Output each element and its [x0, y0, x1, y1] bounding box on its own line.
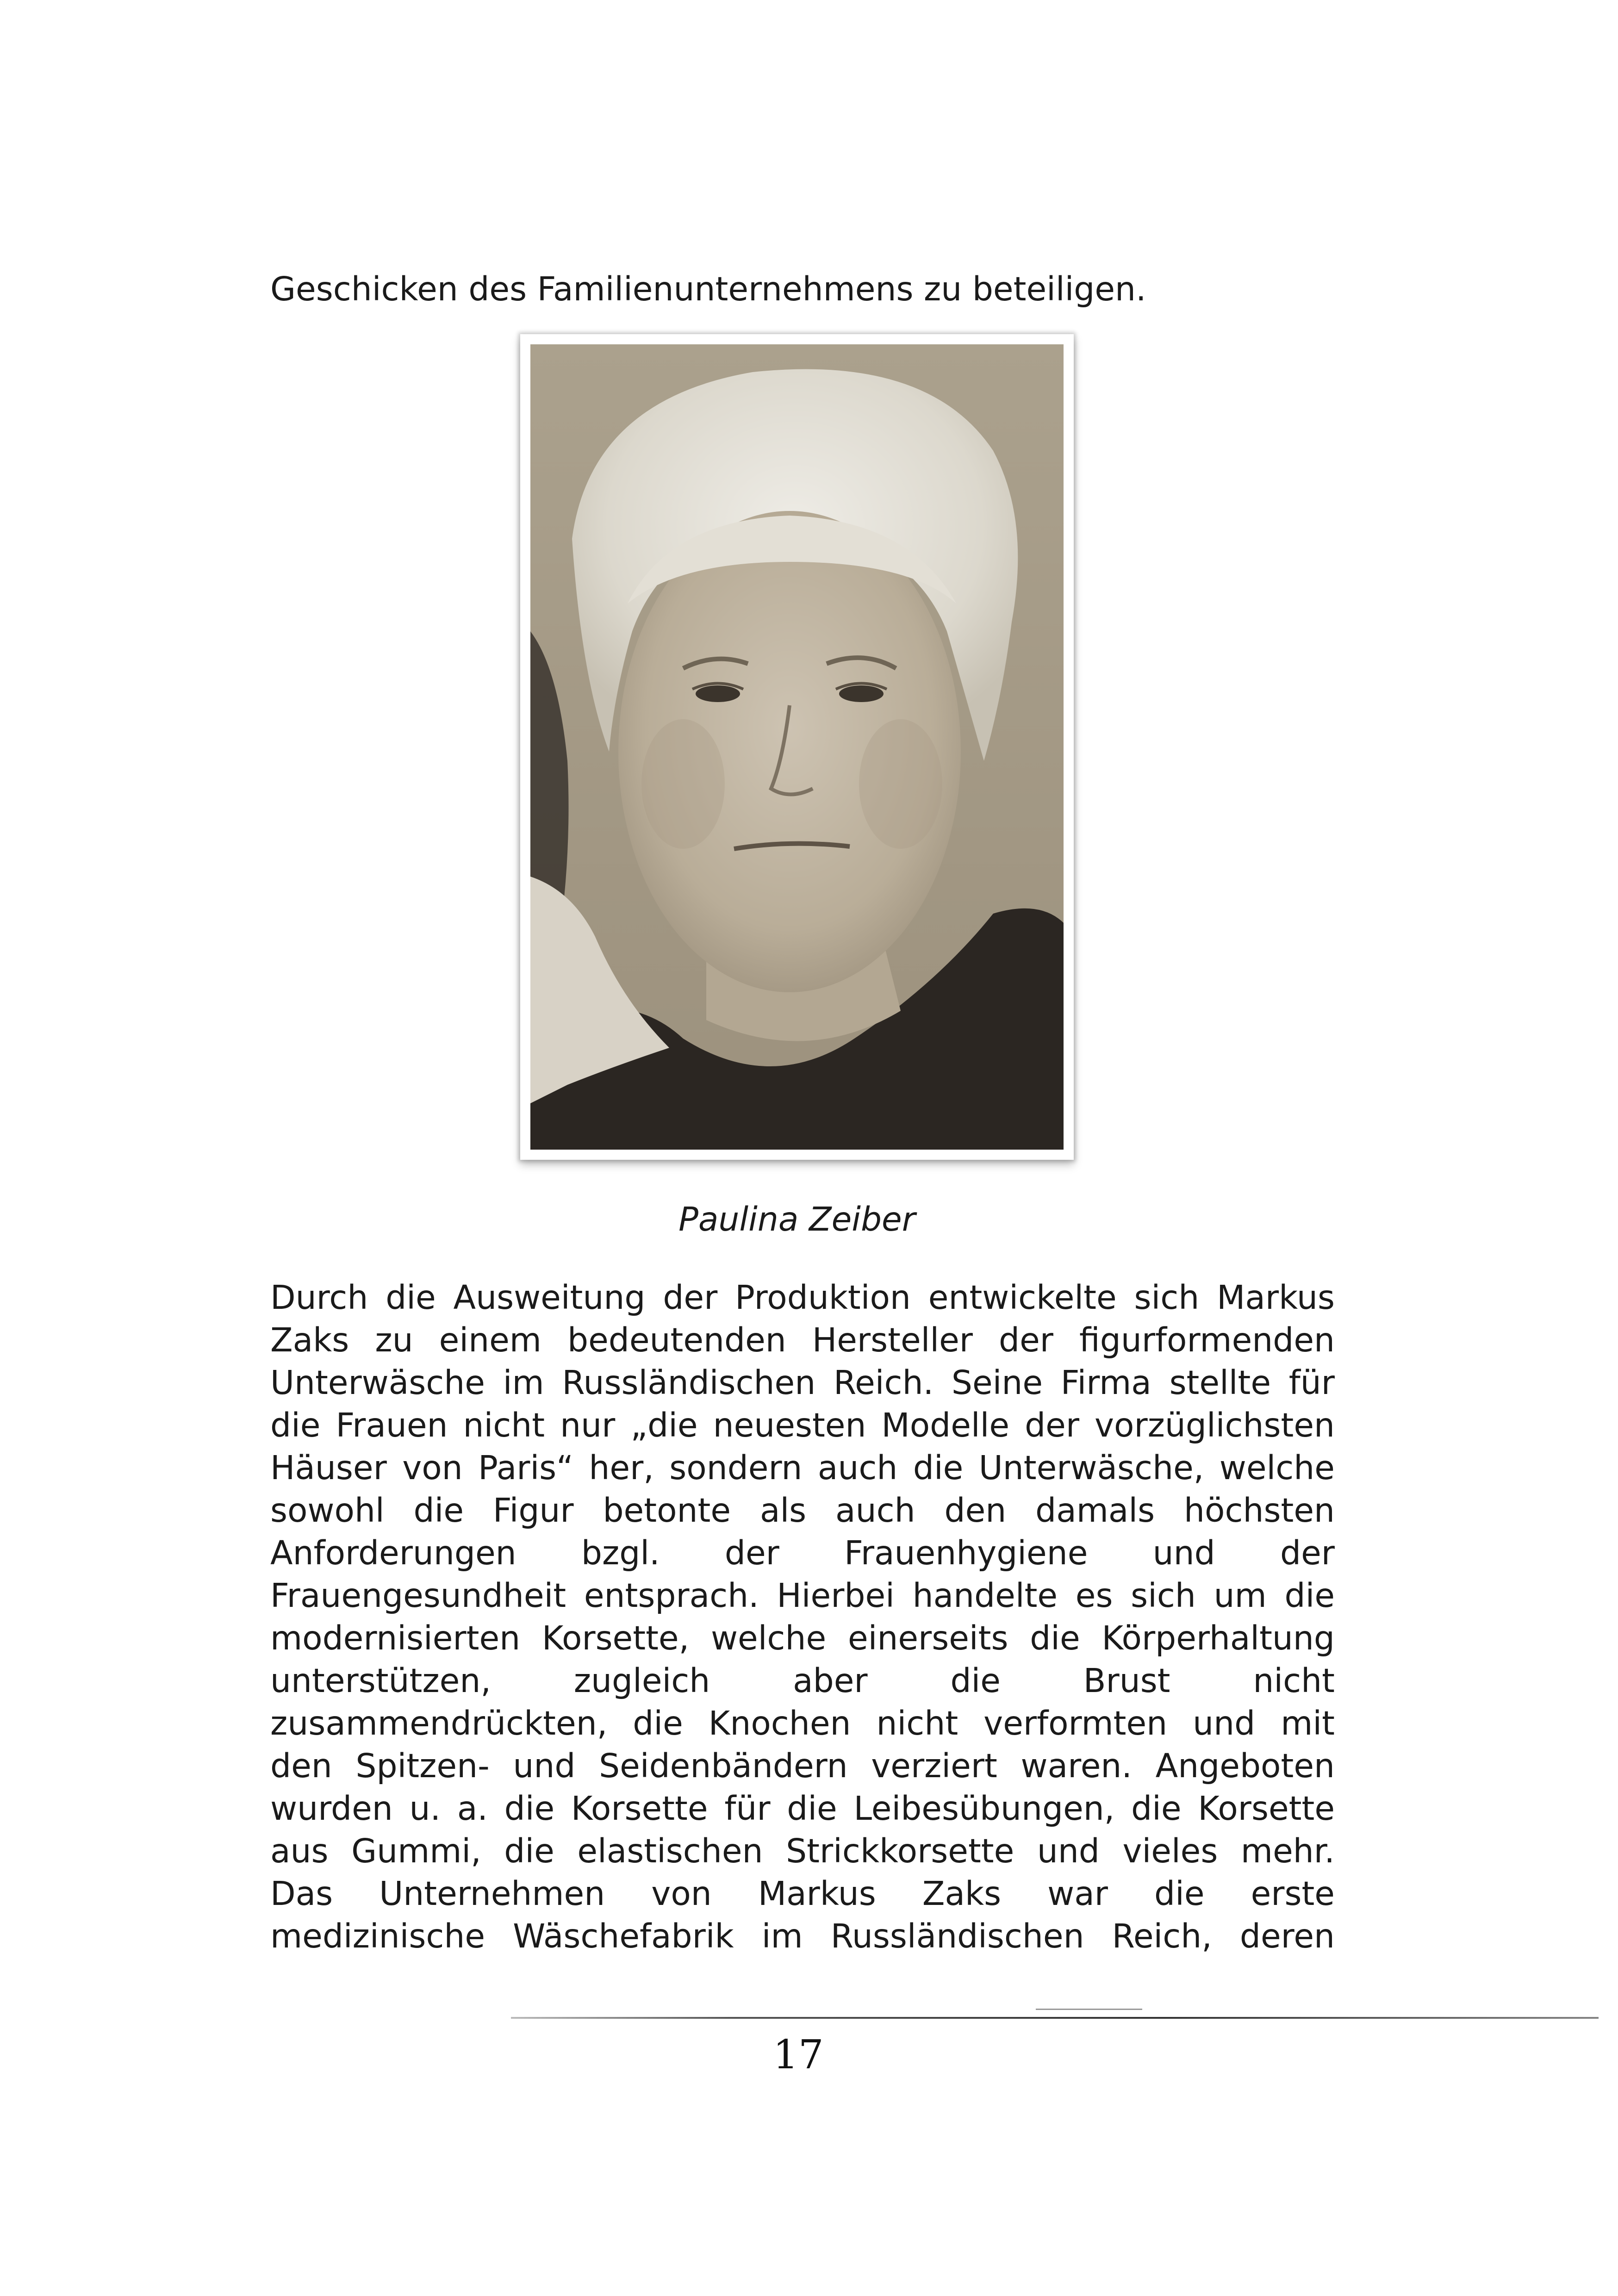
intro-text-line: Geschicken des Familienunternehmens zu beteiligen.: [270, 270, 1146, 308]
body-line: Anforderungen bzgl. der Frauenhygiene und der: [270, 1534, 1335, 1572]
body-line: medizinische Wäschefabrik im Russländischen Reich, deren: [270, 1917, 1335, 1955]
page-number: 17: [773, 2032, 824, 2078]
portrait-illustration: [530, 344, 1064, 1150]
body-line: Häuser von Paris“ her, sondern auch die Unterwäsche, welche: [270, 1449, 1335, 1487]
photo-caption: Paulina Zeiber: [678, 1200, 915, 1238]
body-line: sowohl die Figur betonte als auch den damals höchsten: [270, 1491, 1335, 1530]
body-paragraph: [270, 1276, 1335, 1958]
footer-rule: [511, 2017, 1599, 2019]
portrait-photo-frame: [520, 334, 1074, 1160]
portrait-photo: [530, 344, 1064, 1150]
body-line: Frauengesundheit entsprach. Hierbei handelte es sich um die: [270, 1576, 1335, 1615]
body-line: wurden u. a. die Korsette für die Leibesübungen, die Korsette: [270, 1789, 1335, 1828]
body-line: Zaks zu einem bedeutenden Hersteller der figurformenden: [270, 1321, 1335, 1359]
body-line: Durch die Ausweitung der Produktion entwickelte sich Markus: [270, 1278, 1335, 1317]
body-line: den Spitzen- und Seidenbändern verziert waren. Angeboten: [270, 1747, 1335, 1785]
body-line: Das Unternehmen von Markus Zaks war die erste: [270, 1874, 1335, 1913]
body-line: Unterwäsche im Russländischen Reich. Seine Firma stellte für: [270, 1363, 1335, 1402]
body-line: zusammendrückten, die Knochen nicht verformten und mit: [270, 1704, 1335, 1742]
body-line: modernisierten Korsette, welche einerseits die Körperhaltung: [270, 1619, 1335, 1657]
footer-rule-short: [1036, 2009, 1142, 2010]
body-line: aus Gummi, die elastischen Strickkorsette und vieles mehr.: [270, 1832, 1335, 1870]
body-line: unterstützen, zugleich aber die Brust nicht: [270, 1661, 1335, 1700]
body-line: die Frauen nicht nur „die neuesten Modelle der vorzüglichsten: [270, 1406, 1335, 1444]
